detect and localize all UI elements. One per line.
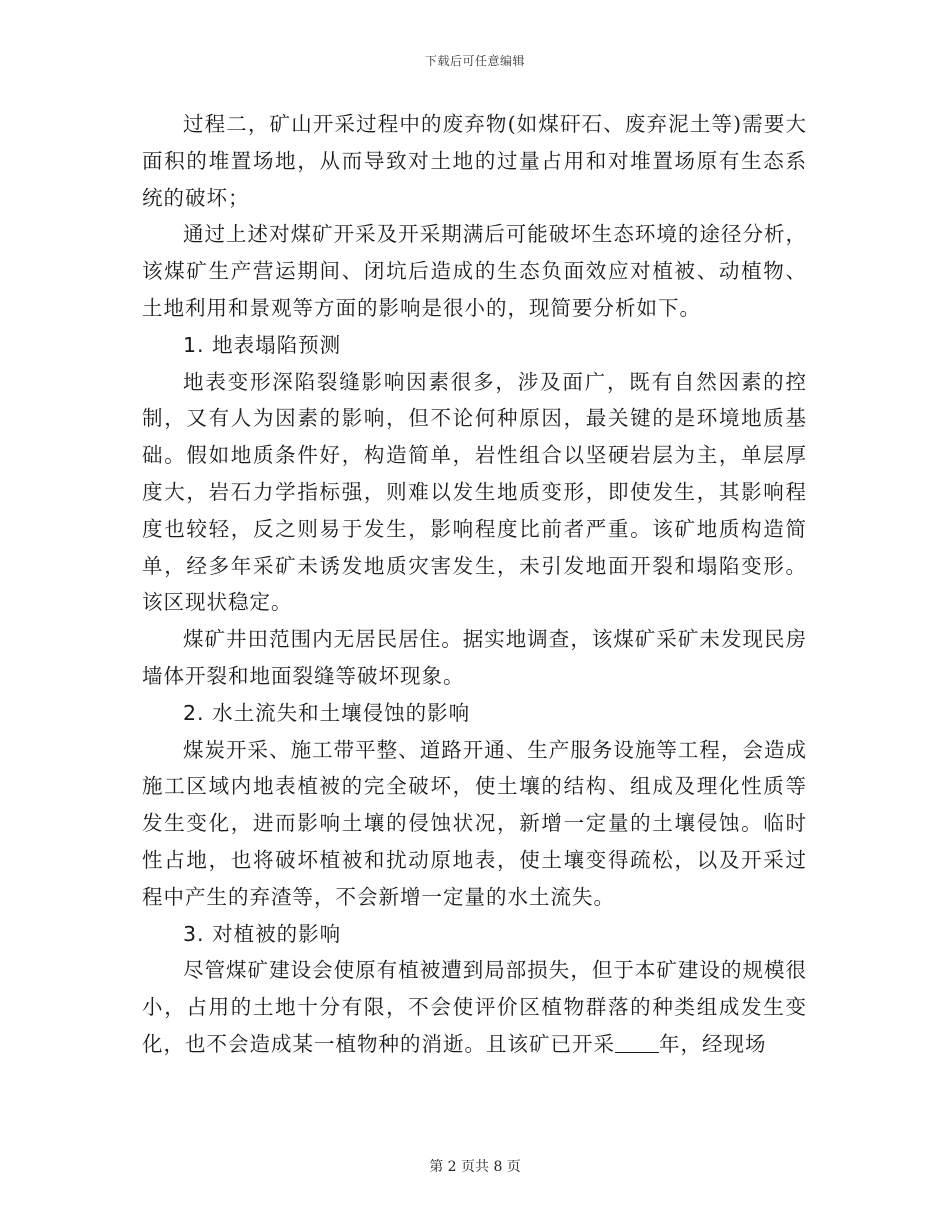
- section-heading-vegetation: 3. 对植被的影响: [183, 921, 342, 946]
- document-body: [142, 106, 807, 1063]
- vegetation-text-start: 尽管煤矿建设会使原有植被遭到局部损失，但于本矿建设的规模很小，占用的土地十分有限，不会使评价区植物群落的种类组成发生变化，也不会造成某一植物种的消逝。且该矿已开采: [142, 958, 807, 1056]
- section-heading-soil-erosion: 2. 水土流失和土壤侵蚀的影响: [183, 700, 471, 725]
- page-header: 下载后可任意编辑: [424, 54, 525, 68]
- paragraph-residents: 煤矿井田范围内无居民居住。据实地调查，该煤矿采矿未发现民房墙体开裂和地面裂缝等破坏现象。: [142, 627, 807, 688]
- paragraph-analysis-intro: 通过上述对煤矿开采及开采期满后可能破坏生态环境的途径分析，该煤矿生产营运期间、闭坑后造成的生态负面效应对植被、动植物、土地利用和景观等方面的影响是很小的，现简要分析如下。: [142, 222, 807, 320]
- vegetation-text-end: 年，经现场: [659, 1031, 767, 1056]
- paragraph-process-two: 过程二，矿山开采过程中的废弃物(如煤矸石、废弃泥土等)需要大面积的堆置场地，从而导致对土地的过量占用和对堆置场原有生态系统的破坏；: [142, 112, 807, 210]
- blank-underline: [615, 1032, 659, 1053]
- section-heading-subsidence: 1. 地表塌陷预测: [183, 332, 342, 357]
- paragraph-vegetation: [142, 952, 807, 1062]
- paragraph-soil-erosion: 煤炭开采、施工带平整、道路开通、生产服务设施等工程，会造成施工区域内地表植被的完全破坏，使土壤的结构、组成及理化性质等发生变化，进而影响土壤的侵蚀状况，新增一定量的土壤侵蚀。临时性占地，也将破坏植被和扰动原地表，使土壤变得疏松，以及开采过程中产生的弃渣等，不会新增一定量的水土流失。: [142, 737, 807, 909]
- page-footer: 第 2 页共 8 页: [429, 1159, 521, 1175]
- paragraph-subsidence: 地表变形深陷裂缝影响因素很多，涉及面广，既有自然因素的控制，又有人为因素的影响，但不论何种原因，最关键的是环境地质基础。假如地质条件好，构造简单，岩性组合以坚硬岩层为主，单层厚度大，岩石力学指标强，则难以发生地质变形，即使发生，其影响程度也较轻，反之则易于发生，影响程度比前者严重。该矿地质构造简单，经多年采矿未诱发地质灾害发生，未引发地面开裂和塌陷变形。该区现状稳定。: [142, 369, 807, 615]
